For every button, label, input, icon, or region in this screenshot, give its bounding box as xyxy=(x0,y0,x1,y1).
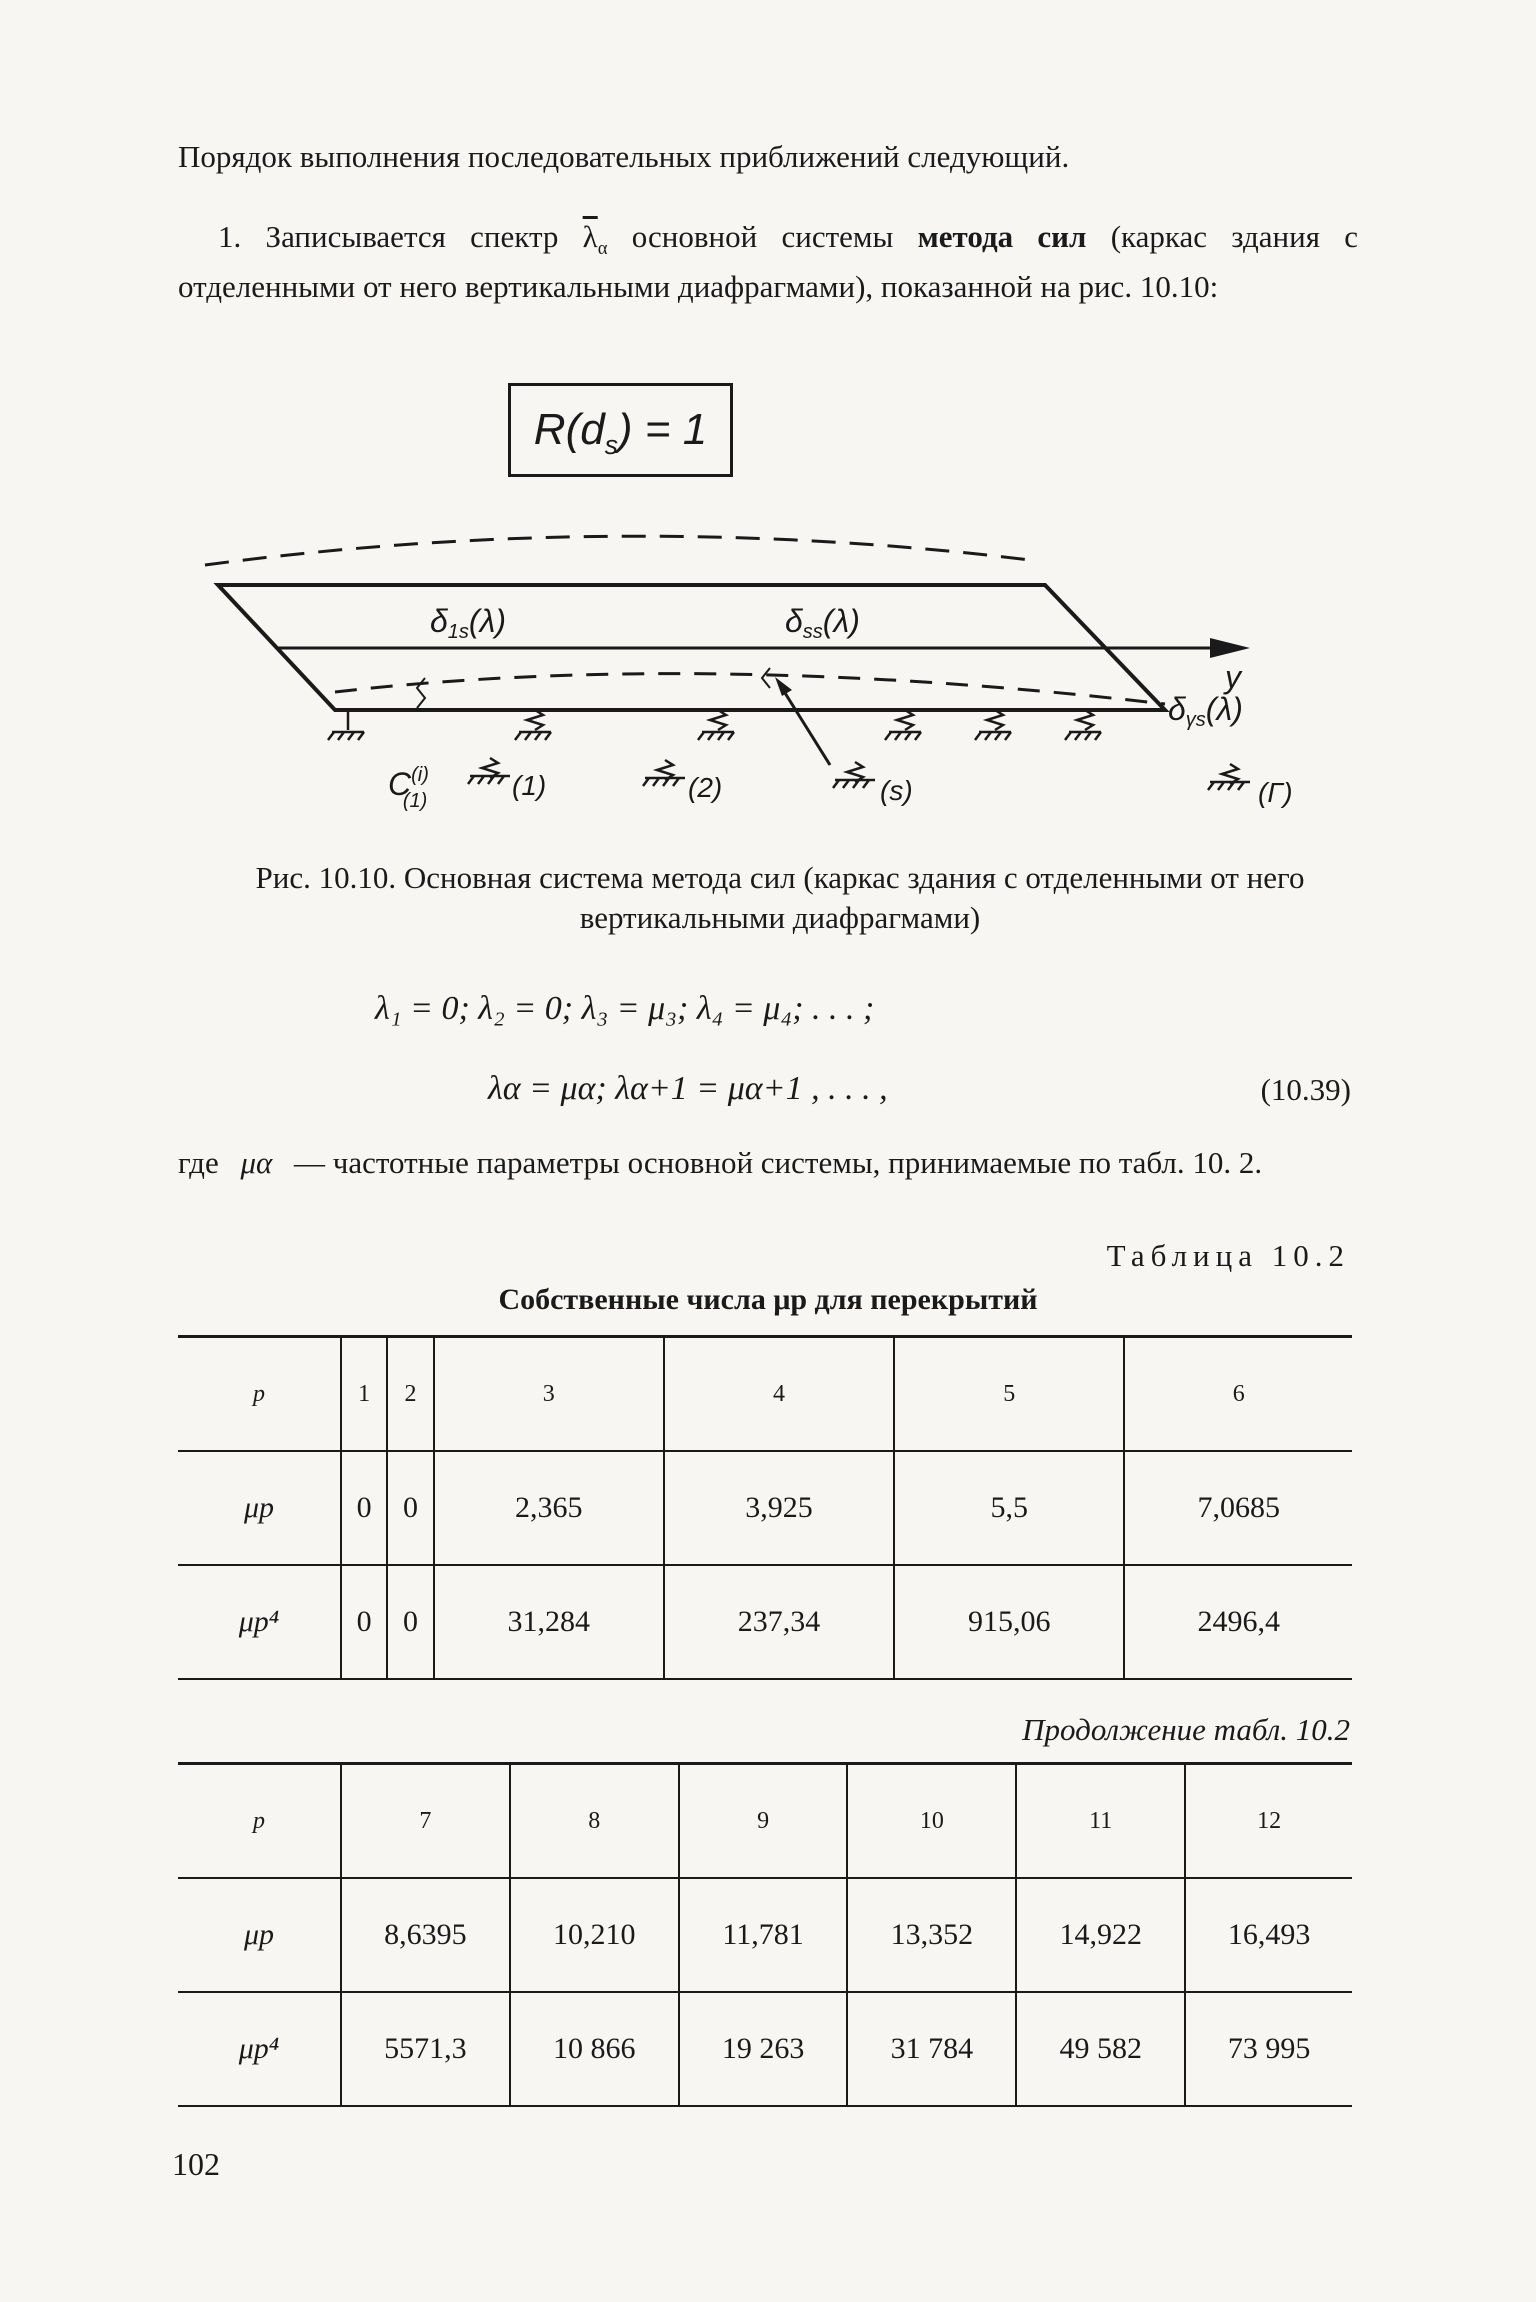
where-text: — частотные параметры основной системы, принимаемые по табл. 10. 2. xyxy=(294,1145,1263,1180)
lambda-symbol: $\overline{\lambda}$ xyxy=(582,219,598,254)
label-spring-s: (s) xyxy=(880,775,913,806)
cell: 7 xyxy=(341,1764,510,1879)
table-1-header xyxy=(178,1337,1352,1452)
cell: 11,781 xyxy=(679,1878,848,1992)
cell: 7,0685 xyxy=(1124,1451,1352,1565)
label-delta-gs: δγs(λ) xyxy=(1168,691,1243,731)
table-1 xyxy=(178,1335,1352,1680)
equation-line-2: λα = μα; λα+1 = μα+1 , . . . , xyxy=(488,1070,888,1107)
cell: 49 582 xyxy=(1016,1992,1185,2106)
cell: 73 995 xyxy=(1185,1992,1352,2106)
cell: p xyxy=(253,1807,265,1834)
boxed-formula-tail: ) = 1 xyxy=(617,405,708,454)
item-text-bold: метода сил xyxy=(917,219,1087,254)
item-text-a: Записывается спектр xyxy=(265,219,559,254)
where-symbol: μα xyxy=(240,1145,273,1180)
page-number: 102 xyxy=(172,2146,220,2182)
cell: 19 263 xyxy=(679,1992,848,2106)
cell: p xyxy=(253,1380,265,1407)
cell: 12 xyxy=(1185,1764,1352,1879)
cell: 3,925 xyxy=(664,1451,894,1565)
cell: 5 xyxy=(894,1337,1124,1452)
cell: 0 xyxy=(387,1565,433,1679)
item-text-b: основной системы xyxy=(631,219,894,254)
boxed-formula-sub: s xyxy=(604,429,618,460)
cell: μp⁴ xyxy=(178,1565,341,1679)
cell: 14,922 xyxy=(1016,1878,1185,1992)
table-2 xyxy=(178,1762,1352,2107)
cell: 2 xyxy=(387,1337,433,1452)
label-delta-ss: δss(λ) xyxy=(785,603,860,643)
cell: 4 xyxy=(664,1337,894,1452)
cell: μp xyxy=(178,1878,341,1992)
cell: 0 xyxy=(341,1451,387,1565)
item-1-paragraph xyxy=(178,218,1358,306)
where-word: где xyxy=(178,1145,219,1180)
cell: 8,6395 xyxy=(341,1878,510,1992)
force-arrow-head xyxy=(775,677,792,696)
label-axis-y: y xyxy=(1225,659,1241,695)
boxed-formula-head: R(d xyxy=(533,405,605,454)
deflection-curve-top xyxy=(205,536,1030,565)
cell: 10 xyxy=(847,1764,1016,1879)
cell: μp xyxy=(178,1451,341,1565)
cell: 8 xyxy=(510,1764,679,1879)
y-axis-arrow xyxy=(1210,638,1250,658)
label-spring-1: (1) xyxy=(512,770,547,801)
table-label: Таблица 10.2 xyxy=(1106,1238,1350,1273)
cell: 5,5 xyxy=(894,1451,1124,1565)
cell: 10 866 xyxy=(510,1992,679,2106)
cell: μp⁴ xyxy=(178,1992,341,2106)
item-text-c: (каркас здания с отделенными от него вертикальными диафрагмами), показанной на рис. 10.10: xyxy=(178,219,1359,305)
table-2-row-mu4 xyxy=(178,1992,1352,2106)
table-2-header xyxy=(178,1764,1352,1879)
label-spring-2: (2) xyxy=(688,772,723,803)
force-arrow xyxy=(780,685,830,765)
cell: 5571,3 xyxy=(341,1992,510,2106)
label-c: $C^{(i)}$ (1) xyxy=(388,764,429,812)
cell: 31 784 xyxy=(847,1992,1016,2106)
item-number: 1. xyxy=(218,219,242,254)
cell: 16,493 xyxy=(1185,1878,1352,1992)
supports xyxy=(328,710,1250,790)
cell: 31,284 xyxy=(434,1565,664,1679)
continuation-label: Продолжение табл. 10.2 xyxy=(1022,1712,1350,1747)
cell: 10,210 xyxy=(510,1878,679,1992)
cell: 13,352 xyxy=(847,1878,1016,1992)
cell: 0 xyxy=(387,1451,433,1565)
label-delta-1s: δ1s(λ) xyxy=(430,603,506,643)
where-paragraph xyxy=(178,1143,1358,1183)
cell: 1 xyxy=(341,1337,387,1452)
lambda-subscript: α xyxy=(597,238,608,260)
cell: 2,365 xyxy=(434,1451,664,1565)
cell: 9 xyxy=(679,1764,848,1879)
equation-number: (10.39) xyxy=(1260,1072,1351,1107)
deflection-curve-bottom xyxy=(335,674,1165,704)
cell: 0 xyxy=(341,1565,387,1679)
cell: 237,34 xyxy=(664,1565,894,1679)
equation-line-1: λ₁ = 0; λ₂ = 0; λ₃ = μ₃; λ₄ = μ₄; . . . ; xyxy=(375,990,875,1027)
table-1-row-mu4 xyxy=(178,1565,1352,1679)
boxed-formula xyxy=(508,383,733,477)
cell: 2496,4 xyxy=(1124,1565,1352,1679)
table-1-row-mu xyxy=(178,1451,1352,1565)
table-2-row-mu xyxy=(178,1878,1352,1992)
figure-caption: Рис. 10.10. Основная система метода сил (каркас здания с отделенными от него вертикальными диафрагмами) xyxy=(255,860,1305,935)
cell: 915,06 xyxy=(894,1565,1124,1679)
label-spring-gamma: (Γ) xyxy=(1258,777,1293,808)
intro-paragraph: Порядок выполнения последовательных приближений следующий. xyxy=(178,139,1070,174)
table-title: Собственные числа μp для перекрытий xyxy=(498,1283,1038,1316)
frame-diagram xyxy=(0,520,1536,840)
cell: 11 xyxy=(1016,1764,1185,1879)
deflection-mark-s xyxy=(762,668,770,688)
cell: 6 xyxy=(1124,1337,1352,1452)
cell: 3 xyxy=(434,1337,664,1452)
